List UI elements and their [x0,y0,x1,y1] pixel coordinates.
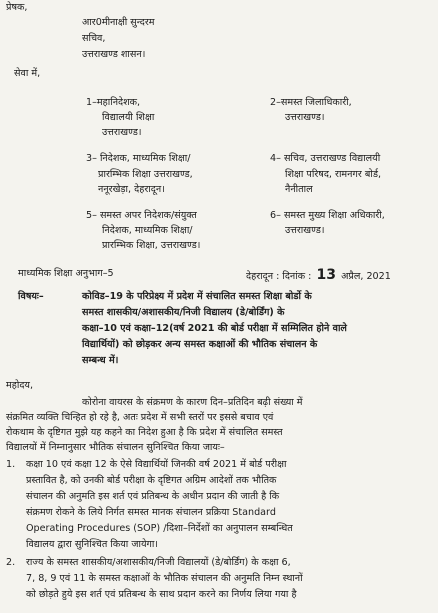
recipient-line: विद्यालयी शिक्षा [102,112,155,123]
point-line: विद्यालय द्वारा सुनिश्चित किया जायेगा। [26,539,159,550]
sender-name: आर0मीनाक्षी सुन्दरम [82,17,155,28]
subject-label: विषयः– [18,291,44,302]
subject-line: समस्त शासकीय/अशासकीय/निजी विद्यालय (डे/बोर्डिंग) के [82,307,285,318]
recipient-line: 6– समस्त मुख्य शिक्षा अधिकारी, [270,210,385,221]
sender-office: उत्तराखण्ड शासन। [82,49,146,60]
intro-line: रोकथाम के दृष्टिगत मुझे यह कहने का निदेश हुआ है कि प्रदेश में संचालित समस्त [6,427,283,438]
date-prefix: देहरादून : दिनांक : [246,271,312,282]
subject-line: सम्बन्ध में। [82,355,119,366]
date-line [246,264,391,283]
point-line: संचालन की अनुमति इस शर्त एवं प्रतिबन्ध के अधीन प्रदान की जाती है कि [26,491,280,502]
recipient-line: उत्तराखण्ड। [102,127,142,138]
recipient-line: उत्तराखण्ड। [285,112,325,123]
intro-line: विद्यालयों में निम्नानुसार भौतिक संचालन सुनिश्चित किया जायः– [6,442,225,453]
recipient-line: 3– निदेशक, माध्यमिक शिक्षा/ [86,153,191,164]
date-month-year: अप्रैल, 2021 [341,271,391,282]
recipient-line: 2–समस्त जिलाधिकारी, [270,97,352,108]
salutation: महोदय, [6,380,34,391]
recipient-line: 5– समस्त अपर निदेशक/संयुक्त [86,210,197,221]
to-label: सेवा में, [14,68,41,79]
subject-line: कक्षा–10 एवं कक्षा–12(वर्ष 2021 की बोर्ड परीक्षा में सम्मिलित होने वाले [82,323,347,334]
subject-line: विद्यार्थियों) को छोड़कर अन्य समस्त कक्षाओं की भौतिक संचालन के [82,339,318,350]
point-line: को छोड़ते हुये इस शर्त एवं प्रतिबन्ध के साथ प्रदान करने का निर्णय लिया गया है [26,589,297,600]
recipient-line: नैनीताल [285,184,313,195]
subject-line: कोविड–19 के परिप्रेक्ष्य में प्रदेश में संचालित समस्त शिक्षा बोर्डो के [82,291,312,302]
recipient-line: 1–महानिदेशक, [86,97,141,108]
recipient-line: ननूरखेड़ा, देहरादून। [98,184,165,195]
recipient-line: प्रारम्भिक शिक्षा उत्तराखण्ड, [98,169,193,180]
recipient-line: उत्तराखण्ड। [285,225,325,236]
section-label: माध्यमिक शिक्षा अनुभाग–5 [18,268,114,279]
recipient-line: शिक्षा परिषद, रामनगर बोर्ड, [285,169,382,180]
point-number: 1. [6,459,16,470]
sender-label: प्रेषक, [6,2,28,13]
date-day: 13 [316,267,336,283]
recipient-line: 4– सचिव, उत्तराखण्ड विद्यालयी [270,153,381,164]
point-line: कक्षा 10 एवं कक्षा 12 के ऐसे विद्यार्थियों जिनकी वर्ष 2021 में बोर्ड परीक्षा [26,459,287,470]
recipient-line: निदेशक, माध्यमिक शिक्षा/ [102,225,193,236]
point-line: राज्य के समस्त शासकीय/अशासकीय/निजी विद्यालयों (डे/बोर्डिंग) के कक्षा 6, [26,557,291,568]
recipient-line: प्रारम्भिक शिक्षा, उत्तराखण्ड। [102,240,201,251]
intro-line: कोरोना वायरस के संक्रमण के कारण दिन–प्रतिदिन बढ़ी संख्या में [82,397,303,408]
point-number: 2. [6,557,16,568]
sender-title: सचिव, [82,33,106,44]
point-line: 7, 8, 9 एवं 11 के समस्त कक्षाओं के भौतिक संचालन की अनुमति निम्न स्थानों [26,573,303,584]
point-line: Operating Procedures (SOP) /दिशा–निर्देशों का अनुपालन सम्बन्धित [26,523,293,534]
point-line: प्रस्तावित है, को उनकी बोर्ड परीक्षा के दृष्टिगत अग्रिम आदेशों तक भौतिक [26,475,277,486]
intro-line: संक्रमित व्यक्ति चिन्हित हो रहे है, अतः प्रदेश में सभी स्तरों पर इससे बचाव एवं [6,412,274,423]
point-line: संक्रमण रोकने के लिये निर्गत समस्त मानक संचालन प्रक्रिया Standard [26,507,276,518]
